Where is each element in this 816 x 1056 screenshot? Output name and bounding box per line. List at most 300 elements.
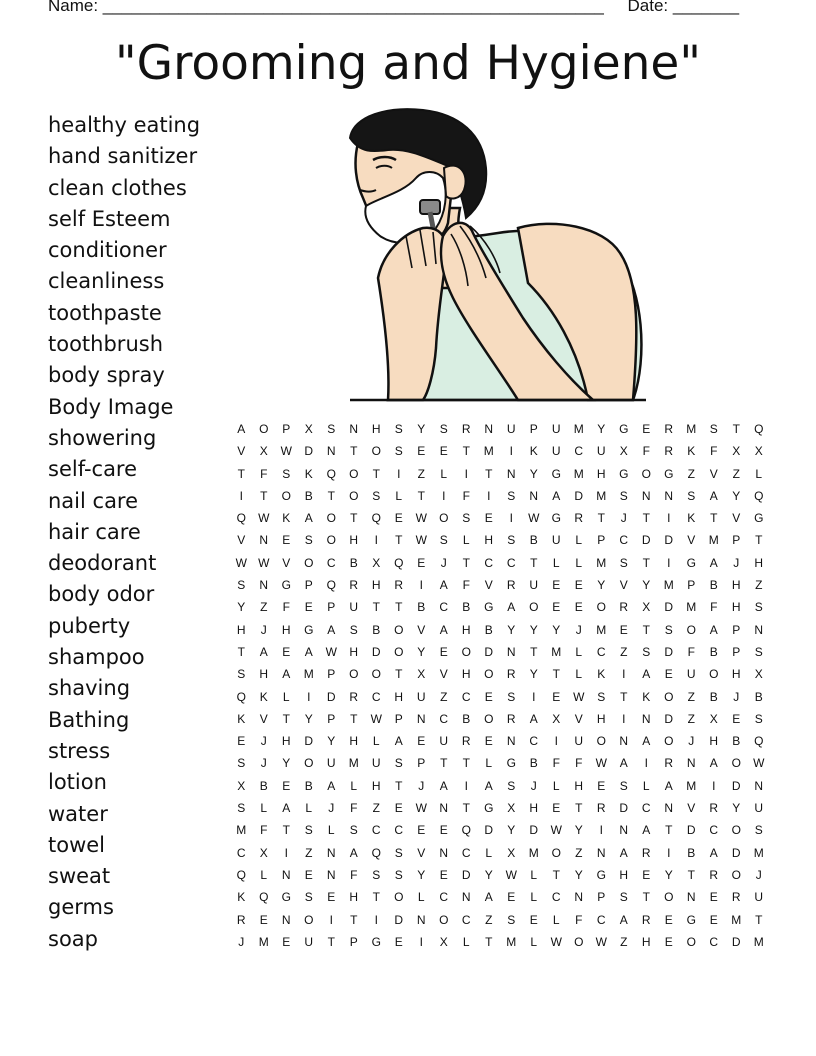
grid-letter[interactable]: D <box>304 444 314 459</box>
grid-letter[interactable]: Y <box>529 667 538 682</box>
grid-letter[interactable]: X <box>552 711 561 726</box>
grid-letter[interactable]: E <box>304 600 313 615</box>
grid-letter[interactable]: Z <box>440 689 448 704</box>
grid-letter[interactable]: O <box>349 488 359 503</box>
grid-letter[interactable]: U <box>596 444 606 459</box>
grid-letter[interactable]: B <box>304 778 313 793</box>
grid-letter[interactable]: T <box>372 600 380 615</box>
grid-letter[interactable]: H <box>529 801 539 816</box>
grid-letter[interactable]: H <box>371 778 381 793</box>
grid-letter[interactable]: H <box>619 867 629 882</box>
grid-letter[interactable]: J <box>575 622 582 637</box>
grid-letter[interactable]: H <box>349 734 359 749</box>
grid-letter[interactable]: Y <box>237 600 246 615</box>
grid-letter[interactable]: N <box>506 466 516 481</box>
grid-letter[interactable]: P <box>732 533 741 548</box>
grid-letter[interactable]: N <box>461 890 471 905</box>
grid-letter[interactable]: S <box>372 488 381 503</box>
grid-letter[interactable]: Z <box>620 644 628 659</box>
grid-letter[interactable]: S <box>349 622 358 637</box>
grid-letter[interactable]: O <box>326 533 336 548</box>
grid-letter[interactable]: I <box>419 578 423 593</box>
grid-letter[interactable]: U <box>551 422 561 436</box>
grid-letter[interactable]: G <box>619 422 629 436</box>
grid-letter[interactable]: L <box>552 778 560 793</box>
grid-letter[interactable]: O <box>709 667 719 682</box>
grid-letter[interactable]: E <box>664 934 673 949</box>
grid-letter[interactable]: S <box>597 689 606 704</box>
grid-letter[interactable]: H <box>461 622 471 637</box>
grid-letter[interactable]: V <box>417 622 426 637</box>
grid-letter[interactable]: S <box>282 466 291 481</box>
grid-letter[interactable]: D <box>529 823 539 838</box>
grid-letter[interactable]: V <box>237 533 246 548</box>
grid-letter[interactable]: W <box>370 711 382 726</box>
grid-letter[interactable]: O <box>304 912 314 927</box>
grid-letter[interactable]: O <box>596 734 606 749</box>
grid-letter[interactable]: I <box>307 689 311 704</box>
grid-letter[interactable]: H <box>371 578 381 593</box>
grid-letter[interactable]: M <box>686 600 697 615</box>
grid-letter[interactable]: A <box>507 600 516 615</box>
grid-letter[interactable]: D <box>731 778 741 793</box>
grid-letter[interactable]: E <box>327 890 336 905</box>
grid-letter[interactable]: J <box>620 511 627 526</box>
grid-letter[interactable]: M <box>573 466 584 481</box>
grid-letter[interactable]: T <box>395 600 403 615</box>
grid-letter[interactable]: E <box>237 734 246 749</box>
grid-letter[interactable]: G <box>371 934 381 949</box>
grid-letter[interactable]: S <box>394 756 403 771</box>
grid-letter[interactable]: E <box>282 533 291 548</box>
grid-letter[interactable]: C <box>619 533 629 548</box>
grid-letter[interactable]: S <box>507 689 516 704</box>
grid-letter[interactable]: T <box>327 934 335 949</box>
grid-letter[interactable]: R <box>506 667 516 682</box>
grid-letter[interactable]: F <box>260 466 268 481</box>
grid-letter[interactable]: O <box>304 756 314 771</box>
grid-letter[interactable]: M <box>686 422 697 436</box>
grid-letter[interactable]: I <box>374 533 378 548</box>
grid-letter[interactable]: N <box>641 711 651 726</box>
grid-letter[interactable]: H <box>641 934 651 949</box>
grid-letter[interactable]: I <box>712 778 716 793</box>
grid-letter[interactable]: G <box>754 511 764 526</box>
grid-letter[interactable]: T <box>642 622 650 637</box>
grid-letter[interactable]: T <box>530 644 538 659</box>
grid-letter[interactable]: T <box>327 488 335 503</box>
grid-letter[interactable]: I <box>509 511 513 526</box>
grid-letter[interactable]: Z <box>687 689 695 704</box>
grid-letter[interactable]: K <box>597 667 606 682</box>
grid-letter[interactable]: R <box>664 756 674 771</box>
grid-letter[interactable]: A <box>327 778 336 793</box>
grid-letter[interactable]: A <box>304 644 313 659</box>
grid-letter[interactable]: M <box>753 934 764 949</box>
grid-letter[interactable]: Z <box>260 600 268 615</box>
grid-letter[interactable]: I <box>397 466 401 481</box>
grid-letter[interactable]: F <box>575 756 583 771</box>
grid-letter[interactable]: T <box>237 466 245 481</box>
grid-letter[interactable]: K <box>282 511 291 526</box>
grid-letter[interactable]: I <box>464 778 468 793</box>
grid-letter[interactable]: U <box>506 422 516 436</box>
grid-letter[interactable]: L <box>440 466 448 481</box>
grid-letter[interactable]: T <box>552 667 560 682</box>
grid-letter[interactable]: D <box>371 644 381 659</box>
grid-letter[interactable]: O <box>731 756 741 771</box>
grid-letter[interactable]: D <box>461 867 471 882</box>
grid-letter[interactable]: W <box>258 511 270 526</box>
grid-letter[interactable]: B <box>304 488 313 503</box>
grid-letter[interactable]: R <box>641 845 651 860</box>
grid-letter[interactable]: S <box>304 533 313 548</box>
grid-letter[interactable]: E <box>439 867 448 882</box>
grid-letter[interactable]: V <box>619 578 628 593</box>
grid-letter[interactable]: L <box>327 823 335 838</box>
grid-letter[interactable]: C <box>596 644 606 659</box>
grid-letter[interactable]: T <box>642 890 650 905</box>
grid-letter[interactable]: O <box>596 600 606 615</box>
grid-letter[interactable]: L <box>530 867 538 882</box>
grid-letter[interactable]: T <box>350 444 358 459</box>
grid-letter[interactable]: S <box>237 801 246 816</box>
grid-letter[interactable]: I <box>464 466 468 481</box>
grid-letter[interactable]: X <box>507 845 516 860</box>
grid-letter[interactable]: O <box>484 667 494 682</box>
grid-letter[interactable]: F <box>350 867 358 882</box>
grid-letter[interactable]: E <box>484 511 493 526</box>
grid-letter[interactable]: P <box>417 756 426 771</box>
grid-letter[interactable]: Y <box>732 801 741 816</box>
grid-letter[interactable]: L <box>372 734 380 749</box>
grid-letter[interactable]: W <box>550 934 562 949</box>
grid-letter[interactable]: Q <box>326 466 336 481</box>
grid-letter[interactable]: N <box>754 778 764 793</box>
grid-letter[interactable]: C <box>461 689 471 704</box>
grid-letter[interactable]: S <box>237 756 246 771</box>
grid-letter[interactable]: U <box>371 756 381 771</box>
grid-letter[interactable]: A <box>619 756 628 771</box>
grid-letter[interactable]: P <box>304 578 313 593</box>
grid-letter[interactable]: C <box>439 890 449 905</box>
grid-letter[interactable]: S <box>439 422 448 436</box>
grid-letter[interactable]: T <box>755 912 763 927</box>
grid-letter[interactable]: N <box>259 578 269 593</box>
grid-letter[interactable]: O <box>394 622 404 637</box>
grid-letter[interactable]: K <box>259 689 268 704</box>
grid-letter[interactable]: O <box>394 890 404 905</box>
grid-letter[interactable]: M <box>348 756 359 771</box>
grid-letter[interactable]: H <box>596 711 606 726</box>
grid-letter[interactable]: I <box>622 667 626 682</box>
grid-letter[interactable]: O <box>281 488 291 503</box>
grid-letter[interactable]: D <box>731 934 741 949</box>
grid-letter[interactable]: O <box>664 734 674 749</box>
grid-letter[interactable]: I <box>442 488 446 503</box>
grid-letter[interactable]: S <box>237 578 246 593</box>
grid-letter[interactable]: T <box>732 422 740 436</box>
grid-letter[interactable]: Q <box>236 511 246 526</box>
grid-letter[interactable]: N <box>574 890 584 905</box>
grid-letter[interactable]: M <box>663 578 674 593</box>
grid-letter[interactable]: H <box>349 533 359 548</box>
grid-letter[interactable]: R <box>664 444 674 459</box>
grid-letter[interactable]: M <box>731 912 742 927</box>
grid-letter[interactable]: E <box>417 823 426 838</box>
grid-letter[interactable]: E <box>439 823 448 838</box>
grid-letter[interactable]: Y <box>597 578 606 593</box>
grid-letter[interactable]: S <box>394 422 403 436</box>
grid-letter[interactable]: T <box>260 488 268 503</box>
grid-letter[interactable]: O <box>304 555 314 570</box>
grid-letter[interactable]: C <box>439 711 449 726</box>
grid-letter[interactable]: G <box>664 466 674 481</box>
grid-letter[interactable]: Q <box>461 823 471 838</box>
grid-letter[interactable]: Z <box>372 801 380 816</box>
grid-letter[interactable]: U <box>416 689 426 704</box>
grid-letter[interactable]: G <box>619 466 629 481</box>
grid-letter[interactable]: I <box>599 823 603 838</box>
grid-letter[interactable]: E <box>574 600 583 615</box>
grid-letter[interactable]: H <box>731 600 741 615</box>
grid-letter[interactable]: C <box>551 890 561 905</box>
grid-letter[interactable]: O <box>326 511 336 526</box>
grid-letter[interactable]: A <box>237 422 246 436</box>
grid-letter[interactable]: C <box>461 845 471 860</box>
grid-letter[interactable]: T <box>620 689 628 704</box>
grid-letter[interactable]: J <box>260 622 267 637</box>
grid-letter[interactable]: D <box>664 600 674 615</box>
grid-letter[interactable]: E <box>439 644 448 659</box>
grid-letter[interactable]: U <box>551 533 561 548</box>
grid-letter[interactable]: Y <box>417 422 426 436</box>
grid-letter[interactable]: V <box>439 667 448 682</box>
grid-letter[interactable]: N <box>529 488 539 503</box>
grid-letter[interactable]: E <box>259 912 268 927</box>
grid-letter[interactable]: A <box>709 488 718 503</box>
grid-letter[interactable]: F <box>350 801 358 816</box>
grid-letter[interactable]: Y <box>732 488 741 503</box>
grid-letter[interactable]: L <box>462 533 470 548</box>
grid-letter[interactable]: I <box>374 912 378 927</box>
grid-letter[interactable]: L <box>552 912 560 927</box>
grid-letter[interactable]: Z <box>620 934 628 949</box>
grid-letter[interactable]: B <box>709 578 718 593</box>
grid-letter[interactable]: M <box>573 422 584 436</box>
grid-letter[interactable]: S <box>664 622 673 637</box>
grid-letter[interactable]: O <box>574 934 584 949</box>
grid-letter[interactable]: B <box>462 711 471 726</box>
grid-letter[interactable]: A <box>304 511 313 526</box>
grid-letter[interactable]: E <box>732 711 741 726</box>
grid-letter[interactable]: Y <box>574 823 583 838</box>
grid-letter[interactable]: N <box>259 533 269 548</box>
grid-letter[interactable]: F <box>710 600 718 615</box>
grid-letter[interactable]: B <box>687 845 696 860</box>
grid-letter[interactable]: M <box>551 644 562 659</box>
grid-letter[interactable]: T <box>417 488 425 503</box>
grid-letter[interactable]: E <box>507 890 516 905</box>
grid-letter[interactable]: T <box>485 934 493 949</box>
grid-letter[interactable]: D <box>641 533 651 548</box>
grid-letter[interactable]: A <box>327 622 336 637</box>
grid-letter[interactable]: S <box>507 778 516 793</box>
grid-letter[interactable]: N <box>349 422 359 436</box>
grid-letter[interactable]: D <box>484 644 494 659</box>
grid-letter[interactable]: Y <box>484 867 493 882</box>
grid-letter[interactable]: U <box>349 600 359 615</box>
grid-letter[interactable]: E <box>484 734 493 749</box>
grid-letter[interactable]: S <box>349 823 358 838</box>
grid-letter[interactable]: C <box>326 555 336 570</box>
grid-letter[interactable]: E <box>282 778 291 793</box>
grid-letter[interactable]: H <box>461 667 471 682</box>
grid-letter[interactable]: T <box>350 912 358 927</box>
grid-letter[interactable]: O <box>551 845 561 860</box>
grid-letter[interactable]: F <box>575 912 583 927</box>
grid-letter[interactable]: T <box>755 533 763 548</box>
grid-letter[interactable]: C <box>236 845 246 860</box>
grid-letter[interactable]: W <box>595 934 607 949</box>
grid-letter[interactable]: A <box>664 778 673 793</box>
grid-letter[interactable]: D <box>619 801 629 816</box>
grid-letter[interactable]: C <box>394 823 404 838</box>
grid-letter[interactable]: X <box>754 444 763 459</box>
grid-letter[interactable]: H <box>596 466 606 481</box>
grid-letter[interactable]: E <box>552 801 561 816</box>
grid-letter[interactable]: K <box>237 711 246 726</box>
grid-letter[interactable]: P <box>732 644 741 659</box>
grid-letter[interactable]: C <box>596 912 606 927</box>
grid-letter[interactable]: M <box>303 667 314 682</box>
grid-letter[interactable]: T <box>237 644 245 659</box>
grid-letter[interactable]: M <box>596 555 607 570</box>
grid-letter[interactable]: O <box>529 600 539 615</box>
grid-letter[interactable]: I <box>667 555 671 570</box>
grid-letter[interactable]: W <box>415 533 427 548</box>
grid-letter[interactable]: T <box>552 867 560 882</box>
grid-letter[interactable]: O <box>664 689 674 704</box>
grid-letter[interactable]: L <box>552 555 560 570</box>
grid-letter[interactable]: L <box>755 466 763 481</box>
grid-letter[interactable]: L <box>575 667 583 682</box>
grid-letter[interactable]: D <box>326 689 336 704</box>
grid-letter[interactable]: M <box>596 622 607 637</box>
grid-letter[interactable]: G <box>484 801 494 816</box>
grid-letter[interactable]: N <box>596 845 606 860</box>
grid-letter[interactable]: M <box>236 823 247 838</box>
grid-letter[interactable]: Y <box>304 711 313 726</box>
grid-letter[interactable]: N <box>281 867 291 882</box>
grid-letter[interactable]: J <box>733 689 740 704</box>
grid-letter[interactable]: I <box>554 734 558 749</box>
grid-letter[interactable]: P <box>732 622 741 637</box>
grid-letter[interactable]: R <box>236 912 246 927</box>
grid-letter[interactable]: C <box>484 555 494 570</box>
grid-letter[interactable]: N <box>326 867 336 882</box>
grid-letter[interactable]: E <box>529 912 538 927</box>
grid-letter[interactable]: G <box>551 466 561 481</box>
grid-letter[interactable]: N <box>326 845 336 860</box>
grid-letter[interactable]: B <box>372 622 381 637</box>
grid-letter[interactable]: D <box>574 488 584 503</box>
grid-letter[interactable]: I <box>667 845 671 860</box>
grid-letter[interactable]: A <box>709 756 718 771</box>
grid-letter[interactable]: L <box>485 845 493 860</box>
grid-letter[interactable]: Z <box>687 711 695 726</box>
grid-letter[interactable]: P <box>597 533 606 548</box>
grid-letter[interactable]: W <box>235 555 247 570</box>
grid-letter[interactable]: Z <box>485 912 493 927</box>
grid-letter[interactable]: R <box>709 867 719 882</box>
grid-letter[interactable]: E <box>394 934 403 949</box>
grid-letter[interactable]: G <box>281 890 291 905</box>
grid-letter[interactable]: I <box>487 488 491 503</box>
grid-letter[interactable]: I <box>509 444 513 459</box>
grid-letter[interactable]: H <box>281 622 291 637</box>
grid-letter[interactable]: E <box>417 555 426 570</box>
grid-letter[interactable]: X <box>709 711 718 726</box>
grid-letter[interactable]: T <box>282 823 290 838</box>
grid-letter[interactable]: E <box>709 912 718 927</box>
grid-letter[interactable]: R <box>506 711 516 726</box>
grid-letter[interactable]: O <box>484 711 494 726</box>
grid-letter[interactable]: Y <box>327 734 336 749</box>
grid-letter[interactable]: J <box>238 934 245 949</box>
grid-letter[interactable]: T <box>462 555 470 570</box>
grid-letter[interactable]: F <box>260 823 268 838</box>
grid-letter[interactable]: I <box>419 934 423 949</box>
grid-letter[interactable]: R <box>461 734 471 749</box>
grid-letter[interactable]: U <box>574 734 584 749</box>
grid-letter[interactable]: A <box>349 845 358 860</box>
grid-letter[interactable]: E <box>642 867 651 882</box>
grid-letter[interactable]: P <box>529 422 538 436</box>
grid-letter[interactable]: H <box>394 689 404 704</box>
grid-letter[interactable]: Z <box>732 466 740 481</box>
grid-letter[interactable]: S <box>394 845 403 860</box>
grid-letter[interactable]: X <box>417 667 426 682</box>
grid-letter[interactable]: S <box>619 890 628 905</box>
grid-letter[interactable]: R <box>349 578 359 593</box>
grid-letter[interactable]: G <box>484 600 494 615</box>
grid-letter[interactable]: O <box>686 934 696 949</box>
grid-letter[interactable]: K <box>642 689 651 704</box>
grid-letter[interactable]: G <box>686 912 696 927</box>
grid-letter[interactable]: G <box>686 555 696 570</box>
grid-letter[interactable]: E <box>574 578 583 593</box>
grid-letter[interactable]: T <box>395 778 403 793</box>
grid-letter[interactable]: B <box>529 533 538 548</box>
grid-letter[interactable]: K <box>687 511 696 526</box>
grid-letter[interactable]: K <box>237 890 246 905</box>
grid-letter[interactable]: N <box>484 422 494 436</box>
grid-letter[interactable]: B <box>709 644 718 659</box>
grid-letter[interactable]: N <box>754 622 764 637</box>
grid-letter[interactable]: F <box>642 444 650 459</box>
grid-letter[interactable]: S <box>394 867 403 882</box>
grid-letter[interactable]: E <box>439 444 448 459</box>
grid-letter[interactable]: Z <box>305 845 313 860</box>
grid-letter[interactable]: V <box>709 466 718 481</box>
grid-letter[interactable]: W <box>753 756 765 771</box>
grid-letter[interactable]: O <box>259 422 269 436</box>
grid-letter[interactable]: E <box>664 667 673 682</box>
grid-letter[interactable]: C <box>709 934 719 949</box>
grid-letter[interactable]: K <box>304 466 313 481</box>
grid-letter[interactable]: I <box>532 689 536 704</box>
